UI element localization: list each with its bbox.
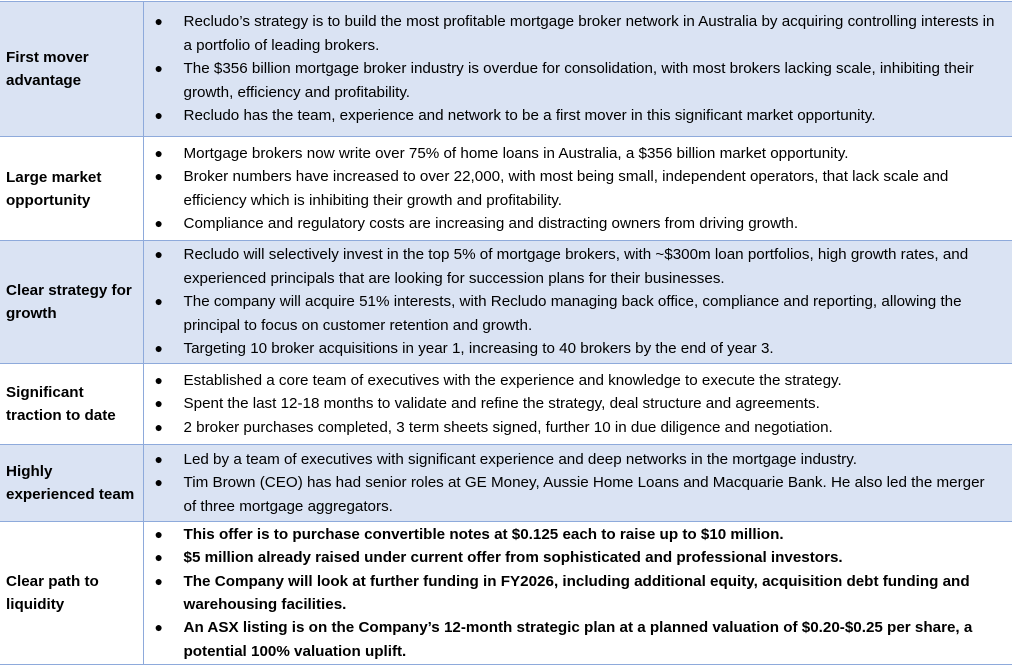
bullet-text: $5 million already raised under current offer from sophisticated and professional investors. <box>183 549 843 567</box>
table-row <box>0 364 1012 445</box>
list-item <box>144 243 1013 290</box>
bullet-list <box>144 448 1013 518</box>
bullet-dot-icon: ● <box>154 371 163 388</box>
list-item <box>144 416 1013 439</box>
list-item <box>144 369 1013 392</box>
bullet-text: Recludo has the team, experience and network to be a first mover in this significant market opportunity. <box>183 107 876 125</box>
bullet-dot-icon: ● <box>154 168 163 185</box>
row-content <box>143 445 1012 522</box>
list-item <box>144 546 1013 569</box>
row-content <box>143 2 1012 137</box>
bullet-text: Recludo will selectively invest in the top 5% of mortgage brokers, with ~$300m loan portfolios, high growth rates, and experienced principals that are looking for succession plans for their businesses. <box>183 246 969 287</box>
table-row <box>0 2 1012 137</box>
bullet-dot-icon: ● <box>154 619 163 636</box>
row-content <box>143 241 1012 364</box>
row-content <box>143 364 1012 445</box>
bullet-text: Tim Brown (CEO) has had senior roles at GE Money, Aussie Home Loans and Macquarie Bank. He also led the merger of three mortgage aggregators. <box>183 474 985 515</box>
bullet-dot-icon: ● <box>154 474 163 491</box>
highlights-table <box>0 1 1012 665</box>
list-item <box>144 165 1013 212</box>
list-item <box>144 448 1013 471</box>
bullet-list <box>144 142 1013 236</box>
bullet-text: This offer is to purchase convertible notes at $0.125 each to raise up to $10 million. <box>183 525 784 543</box>
bullet-text: Spent the last 12-18 months to validate and refine the strategy, deal structure and agreements. <box>183 395 820 413</box>
bullet-list <box>144 523 1013 663</box>
list-item <box>144 570 1013 617</box>
row-label: First mover advantage <box>0 2 143 137</box>
row-label: Highly experienced team <box>0 445 143 522</box>
bullet-dot-icon: ● <box>154 450 163 467</box>
row-content <box>143 137 1012 241</box>
bullet-dot-icon: ● <box>154 214 163 231</box>
list-item <box>144 57 1013 104</box>
row-label: Large market opportunity <box>0 137 143 241</box>
list-item <box>144 10 1013 57</box>
list-item <box>144 104 1013 127</box>
list-item <box>144 392 1013 415</box>
bullet-dot-icon: ● <box>154 549 163 566</box>
table-row <box>0 241 1012 364</box>
bullet-text: Led by a team of executives with significant experience and deep networks in the mortgage industry. <box>183 450 857 468</box>
list-item <box>144 337 1013 360</box>
bullet-dot-icon: ● <box>154 525 163 542</box>
bullet-text: Established a core team of executives with the experience and knowledge to execute the strategy. <box>183 371 842 389</box>
table-row <box>0 137 1012 241</box>
bullet-text: The Company will look at further funding in FY2026, including additional equity, acquisition debt funding and warehousing facilities. <box>183 572 970 613</box>
bullet-text: An ASX listing is on the Company’s 12-month strategic plan at a planned valuation of $0.20-$0.25 per share, a potential 100% valuation uplift. <box>183 619 973 660</box>
bullet-text: 2 broker purchases completed, 3 term sheets signed, further 10 in due diligence and negotiation. <box>183 418 833 436</box>
bullet-text: Broker numbers have increased to over 22,000, with most being small, independent operators, that lack scale and efficiency which is inhibiting their growth and profitability. <box>183 168 949 209</box>
bullet-dot-icon: ● <box>154 246 163 263</box>
bullet-text: The $356 billion mortgage broker industry is overdue for consolidation, with most brokers lacking scale, inhibiting their growth, efficiency and profitability. <box>183 60 974 101</box>
row-label: Clear path to liquidity <box>0 522 143 665</box>
list-item <box>144 142 1013 165</box>
bullet-list <box>144 369 1013 439</box>
bullet-text: Mortgage brokers now write over 75% of home loans in Australia, a $356 billion market opportunity. <box>183 144 849 162</box>
list-item <box>144 523 1013 546</box>
bullet-dot-icon: ● <box>154 572 163 589</box>
row-label: Clear strategy for growth <box>0 241 143 364</box>
bullet-dot-icon: ● <box>154 144 163 161</box>
bullet-dot-icon: ● <box>154 107 163 124</box>
bullet-text: Compliance and regulatory costs are increasing and distracting owners from driving growth. <box>183 214 799 232</box>
list-item <box>144 290 1013 337</box>
table-row <box>0 445 1012 522</box>
bullet-text: Recludo’s strategy is to build the most profitable mortgage broker network in Australia by acquiring controlling interests in a portfolio of leading brokers. <box>183 13 995 54</box>
table-row <box>0 522 1012 665</box>
bullet-text: The company will acquire 51% interests, with Recludo managing back office, compliance and reporting, allowing the principal to focus on customer retention and growth. <box>183 293 962 334</box>
list-item <box>144 212 1013 235</box>
bullet-dot-icon: ● <box>154 340 163 357</box>
bullet-dot-icon: ● <box>154 60 163 77</box>
bullet-dot-icon: ● <box>154 395 163 412</box>
bullet-dot-icon: ● <box>154 13 163 30</box>
bullet-dot-icon: ● <box>154 418 163 435</box>
list-item <box>144 616 1013 663</box>
bullet-list <box>144 10 1013 127</box>
bullet-dot-icon: ● <box>154 293 163 310</box>
bullet-list <box>144 243 1013 360</box>
row-content <box>143 522 1012 665</box>
row-label: Significant traction to date <box>0 364 143 445</box>
bullet-text: Targeting 10 broker acquisitions in year 1, increasing to 40 brokers by the end of year 3. <box>183 340 774 358</box>
list-item <box>144 471 1013 518</box>
